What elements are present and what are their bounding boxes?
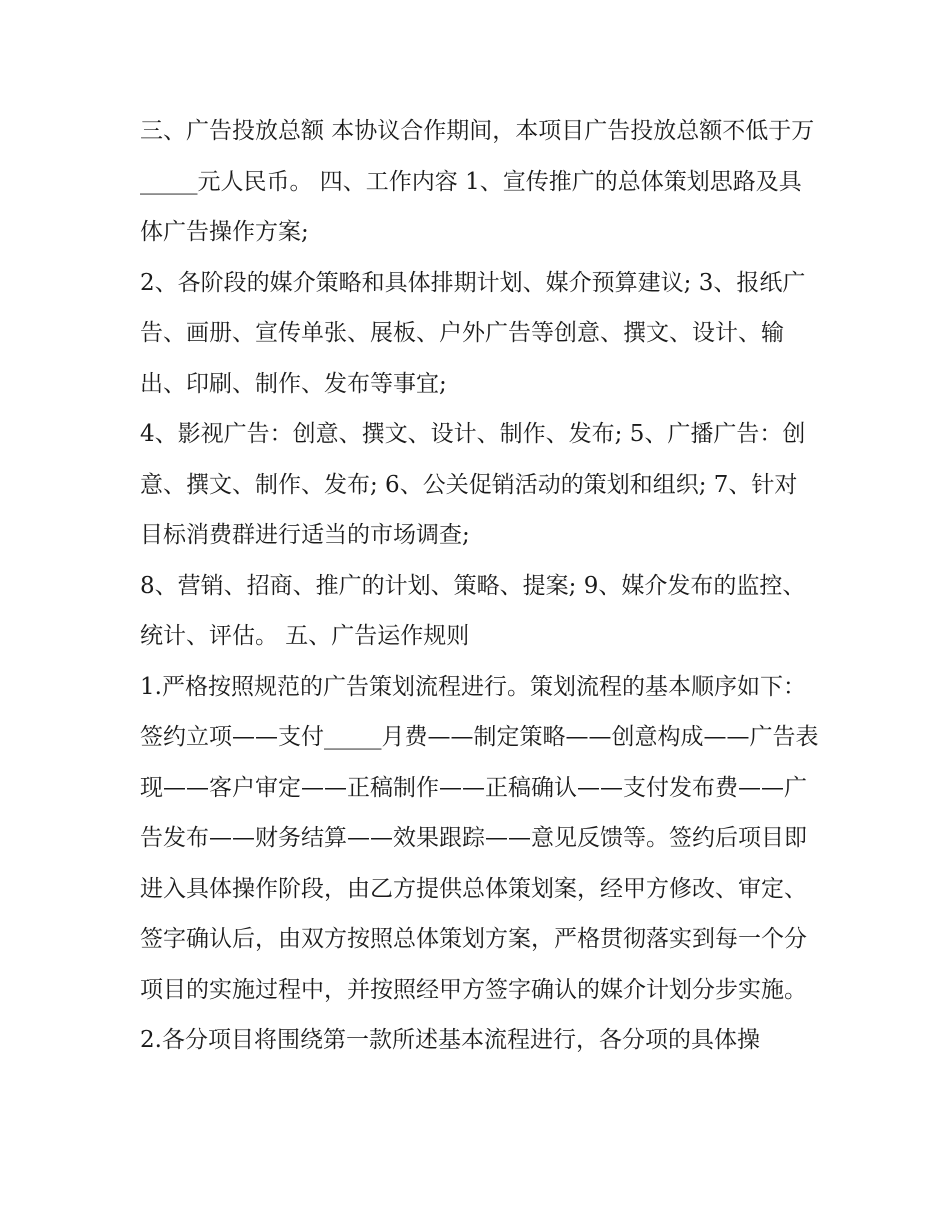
paragraph-marketing-rules: 8、营销、招商、推广的计划、策略、提案; 9、媒介发布的监控、统计、评估。 五、广告运作规则 [140,572,806,649]
paragraph-media-strategy: 2、各阶段的媒介策略和具体排期计划、媒介预算建议; 3、报纸广告、画册、宣传单张、展板、户外广告等创意、撰文、设计、输出、印刷、制作、发布等事宜; [140,269,806,397]
paragraph-planning-process: 1.严格按照规范的广告策划流程进行。策划流程的基本顺序如下：签约立项——支付_____月费——制定策略——创意构成——广告表现——客户审定——正稿制作——正稿确认——支付发布费——广告发布——财务结算——效果跟踪——意见反馈等。签约后项目即进入具体操作阶段，由乙方提供总体策划案，经甲方修改、审定、签字确认后，由双方按照总体策划方案，严格贯彻落实到每一个分项目的实施过程中，并按照经甲方签字确认的媒介计划分步实施。 [140,673,819,1003]
paragraph-sub-projects: 2.各分项目将围绕第一款所述基本流程进行，各分项的具体操 [140,1027,760,1053]
document-body [140,106,820,1066]
paragraph-tv-radio-ads: 4、影视广告：创意、撰文、设计、制作、发布; 5、广播广告：创意、撰文、制作、发布; 6、公关促销活动的策划和组织; 7、针对目标消费群进行适当的市场调查; [140,421,806,548]
paragraph-ad-budget: 三、广告投放总额 本协议合作期间，本项目广告投放总额不低于万_____元人民币。 四、工作内容 1、宣传推广的总体策划思路及具体广告操作方案; [140,118,815,245]
